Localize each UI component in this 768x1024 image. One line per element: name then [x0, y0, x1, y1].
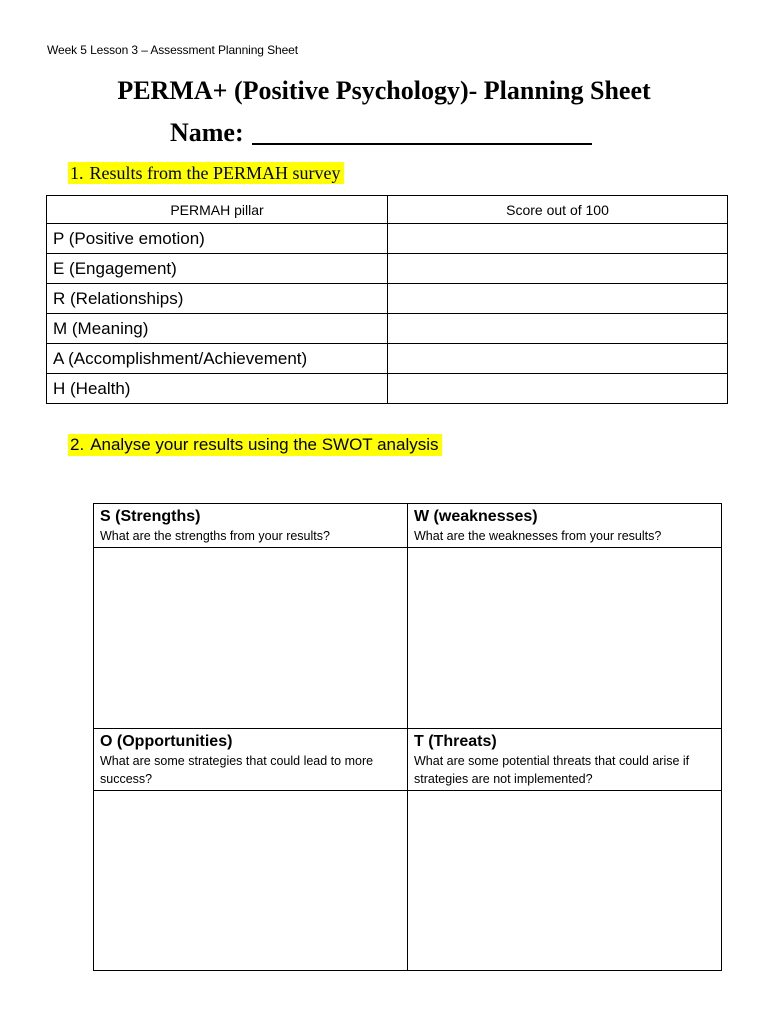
- score-cell[interactable]: [388, 374, 728, 404]
- section-2-number: 2.: [70, 435, 85, 454]
- weaknesses-header: [408, 504, 722, 548]
- threats-label: T (Threats): [414, 733, 497, 750]
- opportunities-label: O (Opportunities): [100, 733, 233, 750]
- score-cell[interactable]: [388, 254, 728, 284]
- document-header: Week 5 Lesson 3 – Assessment Planning Sheet: [47, 43, 298, 57]
- weaknesses-answer-box[interactable]: [408, 548, 722, 729]
- name-label: Name:: [170, 118, 244, 147]
- section-1-text: Results from the PERMAH survey: [89, 163, 341, 183]
- strengths-label: S (Strengths): [100, 508, 201, 525]
- table-row: [47, 254, 728, 284]
- score-cell[interactable]: [388, 284, 728, 314]
- swot-table: [93, 503, 722, 971]
- opportunities-answer-box[interactable]: [94, 791, 408, 971]
- score-cell[interactable]: [388, 344, 728, 374]
- swot-header-row: [94, 729, 722, 791]
- page-title: PERMA+ (Positive Psychology)- Planning Sheet: [117, 76, 651, 105]
- permah-pillar-header: PERMAH pillar: [47, 196, 388, 224]
- pillar-cell: A (Accomplishment/Achievement): [47, 344, 388, 374]
- weaknesses-label: W (weaknesses): [414, 508, 538, 525]
- weaknesses-question: What are the weaknesses from your results?: [414, 529, 662, 543]
- threats-header: [408, 729, 722, 791]
- table-row: [47, 224, 728, 254]
- section-1-number: 1.: [70, 163, 84, 183]
- threats-question: What are some potential threats that could arise if strategies are not implemented?: [414, 754, 690, 786]
- threats-answer-box[interactable]: [408, 791, 722, 971]
- permah-score-header: Score out of 100: [388, 196, 728, 224]
- table-row: [47, 314, 728, 344]
- score-cell[interactable]: [388, 314, 728, 344]
- pillar-cell: M (Meaning): [47, 314, 388, 344]
- name-blank-line: [252, 117, 592, 145]
- swot-answer-row: [94, 791, 722, 971]
- opportunities-header: [94, 729, 408, 791]
- swot-answer-row: [94, 548, 722, 729]
- permah-header-row: [47, 196, 728, 224]
- section-2-heading: [68, 434, 442, 456]
- permah-table: [46, 195, 728, 404]
- section-1-heading: [68, 162, 344, 184]
- strengths-answer-box[interactable]: [94, 548, 408, 729]
- name-field: [170, 117, 592, 148]
- pillar-cell: H (Health): [47, 374, 388, 404]
- pillar-cell: P (Positive emotion): [47, 224, 388, 254]
- strengths-header: [94, 504, 408, 548]
- pillar-cell: E (Engagement): [47, 254, 388, 284]
- section-2-text: Analyse your results using the SWOT analysis: [90, 435, 439, 454]
- table-row: [47, 374, 728, 404]
- table-row: [47, 344, 728, 374]
- opportunities-question: What are some strategies that could lead to more success?: [100, 754, 374, 786]
- pillar-cell: R (Relationships): [47, 284, 388, 314]
- score-cell[interactable]: [388, 224, 728, 254]
- strengths-question: What are the strengths from your results?: [100, 529, 330, 543]
- table-row: [47, 284, 728, 314]
- swot-header-row: [94, 504, 722, 548]
